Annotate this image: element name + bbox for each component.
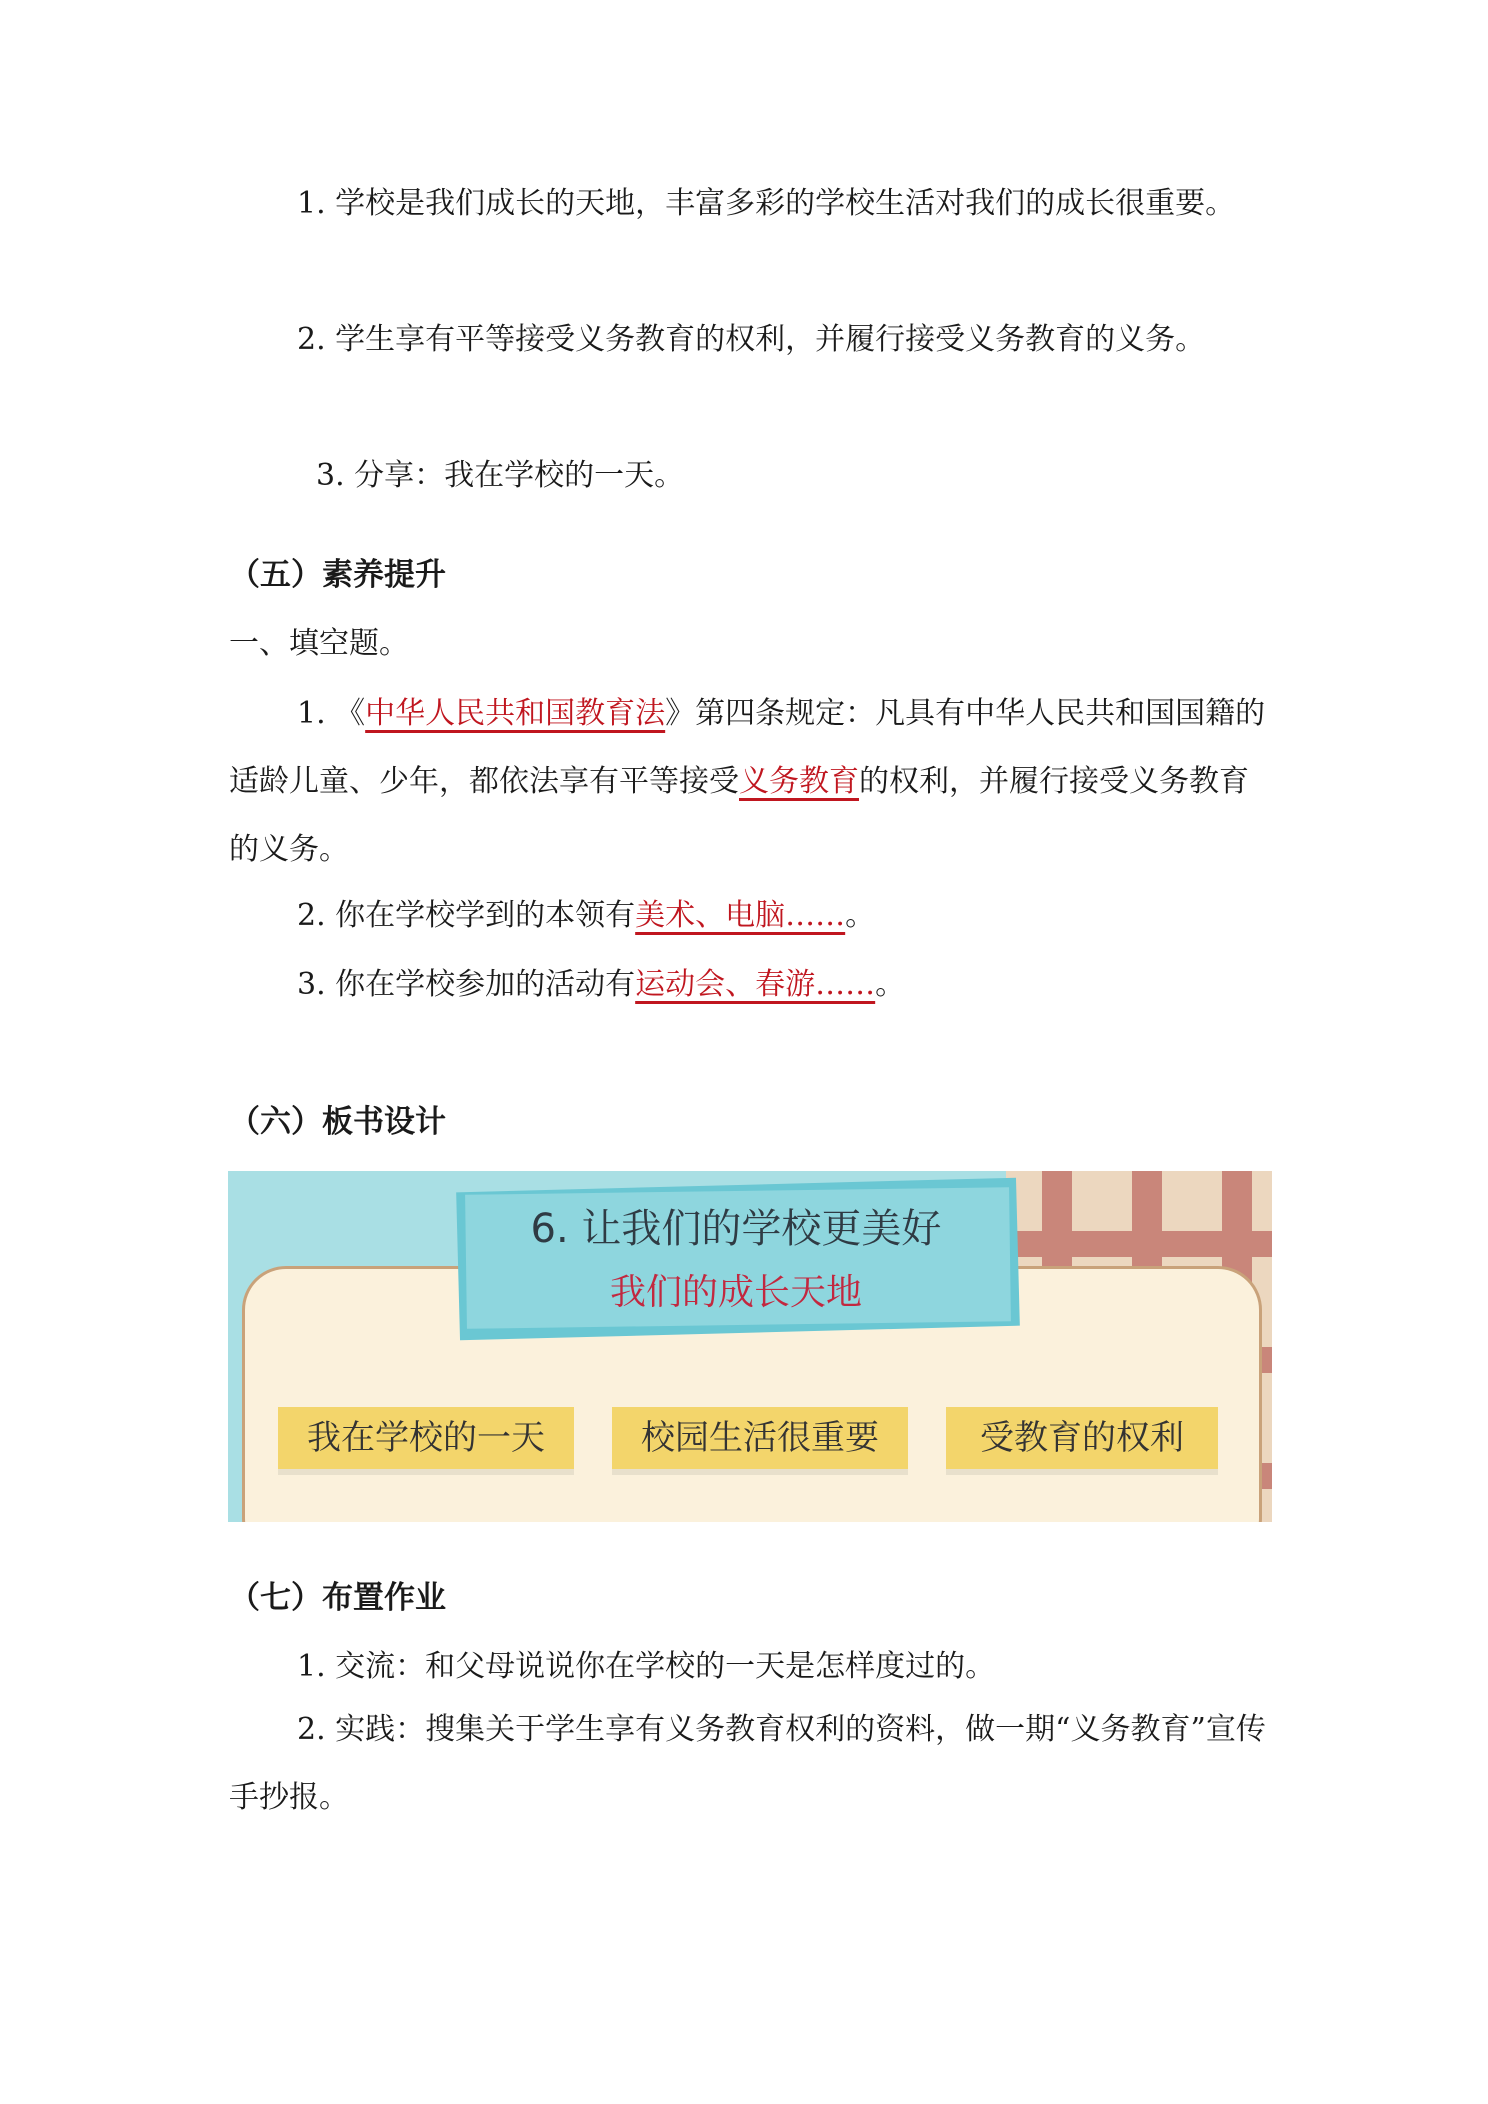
section-heading-6: （六）板书设计 xyxy=(229,1104,446,1140)
answer-skills: 美术、电脑…… xyxy=(635,898,846,933)
question-1 xyxy=(229,680,1269,884)
question-2-suffix: 。 xyxy=(845,898,876,933)
question-3-suffix: 。 xyxy=(875,967,906,1002)
homework-item-1: 1. 交流：和父母说说你在学校的一天是怎样度过的。 xyxy=(297,1649,996,1684)
board-subtitle: 我们的成长天地 xyxy=(609,1272,862,1313)
homework-item-2: 2. 实践：搜集关于学生享有义务教育权利的资料，做一期“义务教育”宣传手抄报。 xyxy=(229,1712,1266,1815)
board-design-image xyxy=(228,1171,1272,1522)
board-tag-1-label: 我在学校的一天 xyxy=(307,1418,545,1458)
question-2 xyxy=(297,896,875,936)
board-tag-2-label: 校园生活很重要 xyxy=(641,1418,879,1458)
board-tag-3-label: 受教育的权利 xyxy=(980,1418,1184,1458)
board-tag-2 xyxy=(612,1407,908,1469)
fill-blank-subtitle: 一、填空题。 xyxy=(229,626,409,661)
question-2-prefix: 2. 你在学校学到的本领有 xyxy=(297,898,636,933)
board-tag-1 xyxy=(278,1407,574,1469)
answer-education-law: 中华人民共和国教育法 xyxy=(365,696,666,731)
board-tag-3 xyxy=(946,1407,1218,1469)
answer-activities: 运动会、春游…… xyxy=(635,967,876,1002)
question-1-suffix: 的权利，并履行接受义务教育的义务。 xyxy=(229,764,1249,867)
summary-item-3: 3. 分享：我在学校的一天。 xyxy=(316,458,685,493)
question-3 xyxy=(297,965,905,1005)
section-heading-7: （七）布置作业 xyxy=(229,1580,446,1616)
summary-item-1: 1. 学校是我们成长的天地，丰富多彩的学校生活对我们的成长很重要。 xyxy=(297,186,1236,221)
question-1-mid: 》第四条规定：凡具有中华人民共和国国籍的适龄儿童、少年，都依法享有平等接受 xyxy=(229,696,1266,799)
section-heading-5: （五）素养提升 xyxy=(229,557,446,593)
question-1-prefix: 1. 《 xyxy=(297,696,366,731)
board-title: 6. 让我们的学校更美好 xyxy=(530,1206,942,1252)
answer-compulsory-education: 义务教育 xyxy=(739,764,859,799)
summary-item-2: 2. 学生享有平等接受义务教育的权利，并履行接受义务教育的义务。 xyxy=(297,322,1206,357)
question-3-prefix: 3. 你在学校参加的活动有 xyxy=(297,967,636,1002)
